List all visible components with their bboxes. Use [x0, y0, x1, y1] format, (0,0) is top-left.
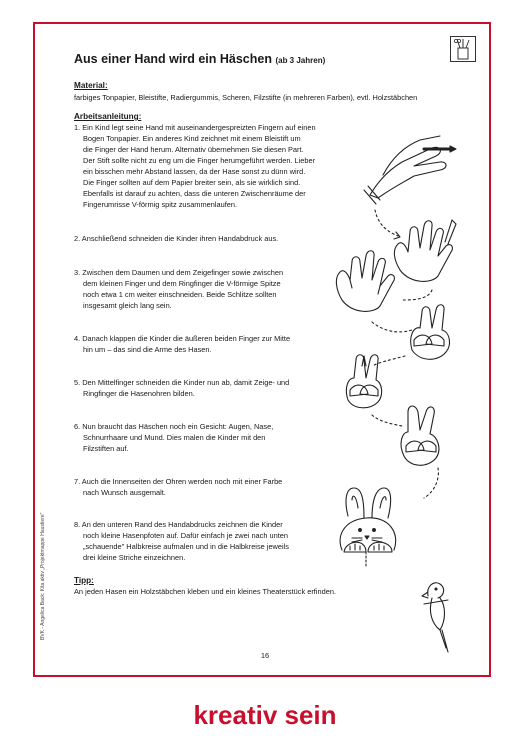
step-8: 8. An den unteren Rand des Handabdrucks zeichnen die Kinder noch kleine Hasenpfoten auf. Dafür einfach je zwei nach unten „schauende" Halbkreise aufmalen und in die Halbkreise jeweils drei kleine Striche einzeichnen. — [74, 520, 289, 562]
step-4: 4. Danach klappen die Kinder die äußeren beiden Finger zur Mitte hin um – das sind die Arme des Hasen. — [74, 334, 291, 354]
footer-brand: kreativ sein — [193, 700, 337, 730]
tip-heading: Tipp: — [74, 576, 94, 585]
instructions-heading: Arbeitsanleitung: — [74, 112, 142, 121]
material-text: farbiges Tonpapier, Bleistifte, Radiergummis, Scheren, Filzstifte (in mehreren Farben), evtl. Holzstäbchen — [74, 93, 418, 102]
step-3: 3. Zwischen dem Daumen und dem Zeigefinger sowie zwischen dem kleinen Finger und dem Ringfinger die V-förmige Spitze noch etwa 1 cm weiter einschneiden. Beide Schlitze sollten insgesamt gleich lang sein. — [74, 268, 284, 310]
material-heading: Material: — [74, 81, 108, 90]
page-number: 16 — [260, 651, 270, 660]
step-2: 2. Anschließend schneiden die Kinder ihren Handabdruck aus. — [74, 234, 279, 243]
scissors-pencil-cup-icon — [450, 36, 476, 62]
age-note: (ab 3 Jahren) — [275, 56, 326, 65]
step-5: 5. Den Mittelfinger schneiden die Kinder nun ab, damit Zeige- und Ringfinger die Hasenohren bilden. — [74, 378, 290, 398]
page-title: Aus einer Hand wird ein Häschen (ab 3 Jahren) — [74, 52, 326, 66]
step-6: 6. Nun braucht das Häschen noch ein Gesicht: Augen, Nase, Schnurrhaare und Mund. Dies malen die Kinder mit den Filzstiften auf. — [74, 422, 274, 453]
step-7: 7. Auch die Innenseiten der Ohren werden noch mit einer Farbe nach Wunsch ausgemalt. — [74, 477, 283, 497]
side-credit: BVK - Angelica Back: Kita aktiv „Projektmappe Haustiere" — [40, 512, 46, 640]
step-1: 1. Ein Kind legt seine Hand mit auseinandergespreizten Fingern auf einen Bogen Tonpapier. Ein anderes Kind zeichnet mit einem Bleistift um die Finger der Hand herum. Alternativ übernehmen Sie diesen Part. Der Stift sollte nicht zu eng um die Finger herumgeführt werden. Lieber ein bisschen mehr Abstand lassen, da der Hase sonst zu dünn wird. Die Finger sollten auf dem Papier breiter sein, als sie wirklich sind. Ebenfalls ist darauf zu achten, dass die unteren Zwischenräume der Fingerumrisse V-förmig spitz zusammenlaufen. — [74, 123, 316, 209]
tip-text: An jeden Hasen ein Holzstäbchen kleben und ein kleines Theaterstück erfinden. — [74, 587, 336, 596]
